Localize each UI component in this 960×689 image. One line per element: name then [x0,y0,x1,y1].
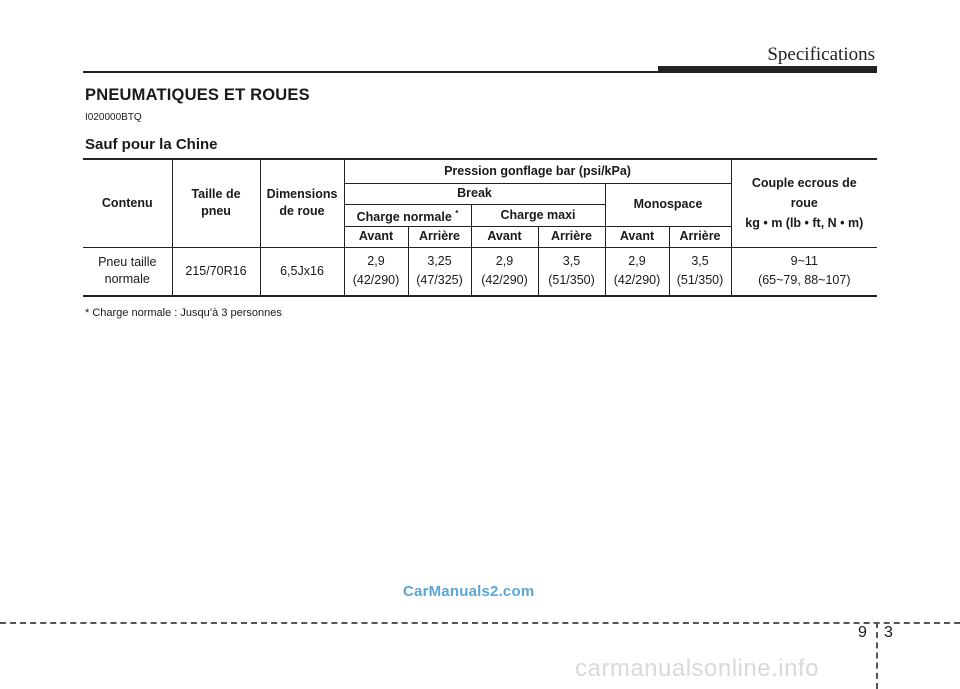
header-couple: Couple ecrous de roue kg • m (lb • ft, N • m) [731,159,877,247]
header-contenu: Contenu [83,159,172,247]
footnote: * Charge normale : Jusqu’à 3 personnes [85,307,282,319]
header-charge-maxi: Charge maxi [471,204,605,226]
cell-pression: 3,25 (47/325) [408,247,471,296]
header-avant: Avant [344,226,408,247]
header-avant: Avant [605,226,669,247]
watermark-link[interactable]: CarManuals2.com [403,583,535,600]
header-rule-thick [658,66,877,73]
cell-couple: 9~11 (65~79, 88~107) [731,247,877,296]
header-dimensions: Dimensions de roue [260,159,344,247]
cell-pression: 2,9 (42/290) [344,247,408,296]
page-separator [876,622,878,689]
header-taille: Taille de pneu [172,159,260,247]
section-title: PNEUMATIQUES ET ROUES [85,86,310,104]
cell-pression: 2,9 (42/290) [471,247,538,296]
header-charge-normale: Charge normale * [344,204,471,226]
header-title: Specifications [767,44,875,65]
cell-contenu: Pneu taille normale [83,247,172,296]
section-subtitle: Sauf pour la Chine [85,136,218,153]
header-avant: Avant [471,226,538,247]
header-arriere: Arrière [669,226,731,247]
header-arriere: Arrière [408,226,471,247]
header-monospace: Monospace [605,183,731,226]
table-row [83,247,877,296]
cell-pression: 2,9 (42/290) [605,247,669,296]
section-code: I020000BTQ [85,112,142,123]
spec-table [83,158,877,297]
cell-dimensions: 6,5Jx16 [260,247,344,296]
header-rule [83,71,666,73]
header-break: Break [344,183,605,204]
cell-pression: 3,5 (51/350) [669,247,731,296]
cell-taille: 215/70R16 [172,247,260,296]
page-number: 3 [884,624,893,641]
footer-rule [0,622,960,624]
watermark-text: carmanualsonline.info [575,655,819,682]
header-pression: Pression gonflage bar (psi/kPa) [344,159,731,183]
chapter-number: 9 [858,624,867,641]
header-arriere: Arrière [538,226,605,247]
cell-pression: 3,5 (51/350) [538,247,605,296]
